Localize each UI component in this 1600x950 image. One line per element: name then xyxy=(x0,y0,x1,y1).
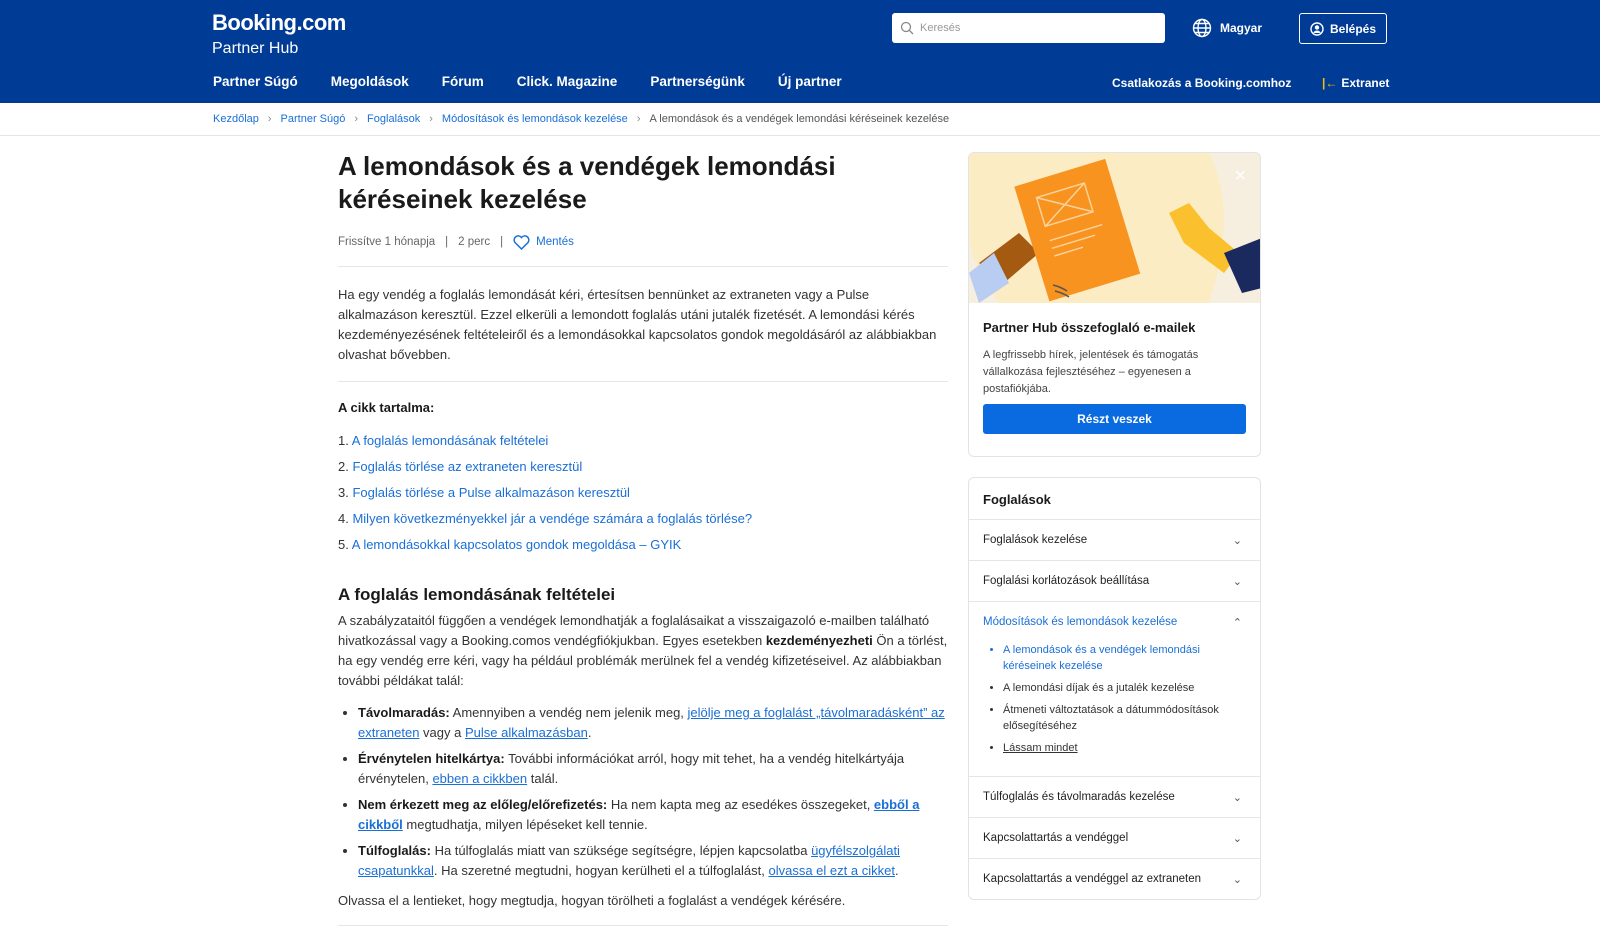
text: A szabályzataitól függően a vendégek lemondhatják a foglalásaikat a visszaigazoló e-mailben található hivatkozással vagy a Booking.comos vendégfiókjukban. Egyes esetekben xyxy=(338,613,930,648)
list-item xyxy=(358,703,948,743)
breadcrumb xyxy=(0,103,1600,136)
text: megtudhatja, milyen lépéseket kell tennie. xyxy=(402,817,648,832)
link[interactable]: ebből a cikkből xyxy=(358,797,920,832)
subcategory-item[interactable]: • Átmeneti változtatások a dátummódosítások elősegítéséhez xyxy=(1003,702,1246,734)
extranet-link[interactable] xyxy=(1322,76,1389,90)
toc-link[interactable]: Foglalás törlése az extraneten keresztül xyxy=(352,459,583,474)
category-label: Foglalási korlátozások beállítása xyxy=(983,575,1150,587)
chevron-down-icon: ⌄ xyxy=(1232,575,1242,588)
chevron-right-icon: › xyxy=(354,113,359,125)
toc-item: 4. Milyen következményekkel jár a vendége számára a foglalás törlése? xyxy=(338,511,753,526)
category-item[interactable] xyxy=(969,817,1260,858)
link[interactable]: ebben a cikkben xyxy=(432,771,528,786)
breadcrumb-partner-sugo[interactable]: Partner Súgó xyxy=(280,113,346,125)
divider: | xyxy=(445,236,449,248)
user-icon xyxy=(1310,22,1324,36)
search-input[interactable] xyxy=(920,22,1150,34)
table-of-contents xyxy=(338,431,948,555)
article-meta xyxy=(338,232,948,267)
link[interactable]: olvassa el ezt a cikket xyxy=(768,863,895,878)
join-link[interactable]: Csatlakozás a Booking.comhoz xyxy=(1112,76,1292,90)
category-item[interactable] xyxy=(969,560,1260,601)
category-item[interactable] xyxy=(969,519,1260,560)
close-icon[interactable]: × xyxy=(1234,165,1246,187)
text: Ön a törlést, ha egy vendég erre kéri, vagy ha például problémák merülnek fel a vendég kifizetéseivel. Az alábbiakban további példákat talál: xyxy=(338,633,948,688)
list-item xyxy=(358,795,948,835)
toc-item: 2. Foglalás törlése az extraneten keresztül xyxy=(338,459,583,474)
subcategory-item[interactable]: • A lemondási díjak és a jutalék kezelése xyxy=(1003,680,1246,696)
category-label: Túlfoglalás és távolmaradás kezelése xyxy=(983,791,1175,803)
brand-sub: Partner Hub xyxy=(212,40,299,57)
category-label: Kapcsolattartás a vendéggel az extraneten xyxy=(983,873,1202,885)
breadcrumb-modositasok[interactable]: Módosítások és lemondások kezelése xyxy=(441,113,628,125)
item-label: Érvénytelen hitelkártya: xyxy=(358,751,505,766)
login-label: Belépés xyxy=(1329,21,1377,36)
section-paragraph xyxy=(338,611,948,691)
search-icon xyxy=(900,21,914,35)
text: . xyxy=(587,725,592,740)
see-all-link[interactable]: • Lássam mindet xyxy=(1003,740,1246,756)
save-button[interactable] xyxy=(513,232,574,252)
toc-item: 3. Foglalás törlése a Pulse alkalmazáson keresztül xyxy=(338,485,630,500)
brand: Booking.com xyxy=(212,10,346,35)
globe-icon xyxy=(1192,18,1212,38)
login-button[interactable] xyxy=(1299,13,1387,44)
outro-paragraph: Olvassa el a lentieket, hogy megtudja, hogyan törölheti a foglalást a vendégek kérésére. xyxy=(338,891,948,926)
link[interactable]: ügyfélszolgálati csapatunkkal xyxy=(358,843,900,878)
article xyxy=(338,150,948,926)
item-label: Túlfoglalás: xyxy=(358,843,431,858)
chevron-right-icon: › xyxy=(636,113,641,125)
breadcrumb-current: A lemondások és a vendégek lemondási kéréseinek kezelése xyxy=(649,113,950,125)
text: Amennyiben a vendég nem jelenik meg, xyxy=(449,705,688,720)
arrow-left-icon: |← xyxy=(1322,76,1338,90)
header xyxy=(0,0,1600,103)
breadcrumb-home[interactable]: Kezdőlap xyxy=(213,113,259,125)
newsletter-promo xyxy=(968,152,1261,457)
breadcrumb-foglalasok[interactable]: Foglalások xyxy=(367,113,421,125)
updated: Frissítve 1 hónapja xyxy=(338,236,436,248)
language-label: Magyar xyxy=(1220,21,1263,35)
chevron-down-icon: ⌄ xyxy=(1232,791,1242,804)
save-label: Mentés xyxy=(536,236,574,248)
search-box[interactable] xyxy=(892,13,1165,43)
chevron-right-icon: › xyxy=(429,113,433,125)
toc-link[interactable]: A lemondásokkal kapcsolatos gondok megoldása – GYIK xyxy=(351,537,682,552)
main-nav xyxy=(213,74,842,89)
section-heading: A foglalás lemondásának feltételei xyxy=(338,585,616,604)
chevron-right-icon: › xyxy=(267,113,272,125)
list-item xyxy=(358,749,948,789)
subcategory-list xyxy=(969,642,1260,776)
item-label: Távolmaradás: xyxy=(358,705,450,720)
text: Ha nem kapta meg az esedékes összegeket, xyxy=(607,797,874,812)
category-item-active[interactable] xyxy=(969,601,1260,642)
toc-link[interactable]: Foglalás törlése a Pulse alkalmazáson keresztül xyxy=(352,485,630,500)
list-item xyxy=(358,841,948,881)
toc-title: A cikk tartalma: xyxy=(338,400,435,415)
chevron-up-icon: ⌃ xyxy=(1232,616,1242,629)
text: vagy a xyxy=(419,725,465,740)
category-nav xyxy=(968,477,1261,900)
text: További információkat arról, hogy mit tehet, ha a vendég hitelkártyája érvénytelen, xyxy=(358,751,905,786)
item-label: Nem érkezett meg az előleg/előrefizetés: xyxy=(358,797,608,812)
nav-megoldasok[interactable]: Megoldások xyxy=(330,74,409,89)
category-item[interactable] xyxy=(969,858,1260,899)
read-time: 2 perc xyxy=(458,236,491,248)
toc-item: 5. A lemondásokkal kapcsolatos gondok megoldása – GYIK xyxy=(338,537,682,552)
chevron-down-icon: ⌄ xyxy=(1232,534,1242,547)
text: Ha túlfoglalás miatt van szüksége segítségre, lépjen kapcsolatba xyxy=(430,843,812,858)
toc-link[interactable]: A foglalás lemondásának feltételei xyxy=(351,433,549,448)
extranet-label: Extranet xyxy=(1341,76,1390,90)
subcategory-item-current[interactable]: • A lemondások és a vendégek lemondási kéréseinek kezelése xyxy=(1003,642,1246,674)
intro-paragraph: Ha egy vendég a foglalás lemondását kéri, értesítsen bennünket az extraneten vagy a Pulse alkalmazáson keresztül. Ezzel elkerüli a lemondott foglalás utáni jutalék fizetését. A lemondási kérés kezdeményezésének feltételeiről és a lemondásokkal kapcsolatos gondok megoldásáról az alábbiakban olvashat bővebben. xyxy=(338,267,948,382)
nav-uj-partner[interactable]: Új partner xyxy=(777,74,842,89)
text: . xyxy=(894,863,899,878)
text: . Ha szeretné megtudni, hogyan kerülheti el a túlfoglalást, xyxy=(433,863,769,878)
nav-partnersegunk[interactable]: Partnerségünk xyxy=(650,74,745,89)
toc-item: 1. A foglalás lemondásának feltételei xyxy=(338,433,549,448)
heart-icon xyxy=(513,235,530,250)
chevron-down-icon: ⌄ xyxy=(1232,873,1242,886)
link[interactable]: jelölje meg a foglalást „távolmaradásként” az extraneten xyxy=(358,705,945,740)
nav-partner-sugo[interactable]: Partner Súgó xyxy=(213,74,298,89)
link[interactable]: Pulse alkalmazásban xyxy=(464,725,588,740)
hands-document-illustration xyxy=(969,153,1261,303)
language-selector[interactable] xyxy=(1192,18,1262,38)
promo-title: Partner Hub összefoglaló e-mailek xyxy=(983,320,1196,335)
promo-text: A legfrissebb hírek, jelentések és támogatás vállalkozása fejlesztéséhez – egyenesen a postafiókjába. xyxy=(983,349,1199,395)
bold-text: kezdeményezheti xyxy=(765,633,873,648)
chevron-down-icon: ⌄ xyxy=(1232,832,1242,845)
examples-list xyxy=(358,703,948,881)
category-label: Módosítások és lemondások kezelése xyxy=(983,616,1178,628)
divider: | xyxy=(500,236,504,248)
toc-link[interactable]: Milyen következményekkel jár a vendége számára a foglalás törlése? xyxy=(352,511,753,526)
subscribe-button[interactable]: Részt veszek xyxy=(983,404,1246,434)
category-label: Foglalások kezelése xyxy=(983,534,1088,546)
category-item[interactable] xyxy=(969,776,1260,817)
nav-forum[interactable]: Fórum xyxy=(441,74,484,89)
page-title: A lemondások és a vendégek lemondási kéréseinek kezelése xyxy=(338,151,836,214)
logo[interactable] xyxy=(212,10,346,58)
text: talál. xyxy=(527,771,559,786)
nav-click-magazine[interactable]: Click. Magazine xyxy=(516,74,618,89)
promo-illustration xyxy=(969,153,1260,303)
category-label: Kapcsolattartás a vendéggel xyxy=(983,832,1129,844)
category-title: Foglalások xyxy=(983,492,1051,507)
